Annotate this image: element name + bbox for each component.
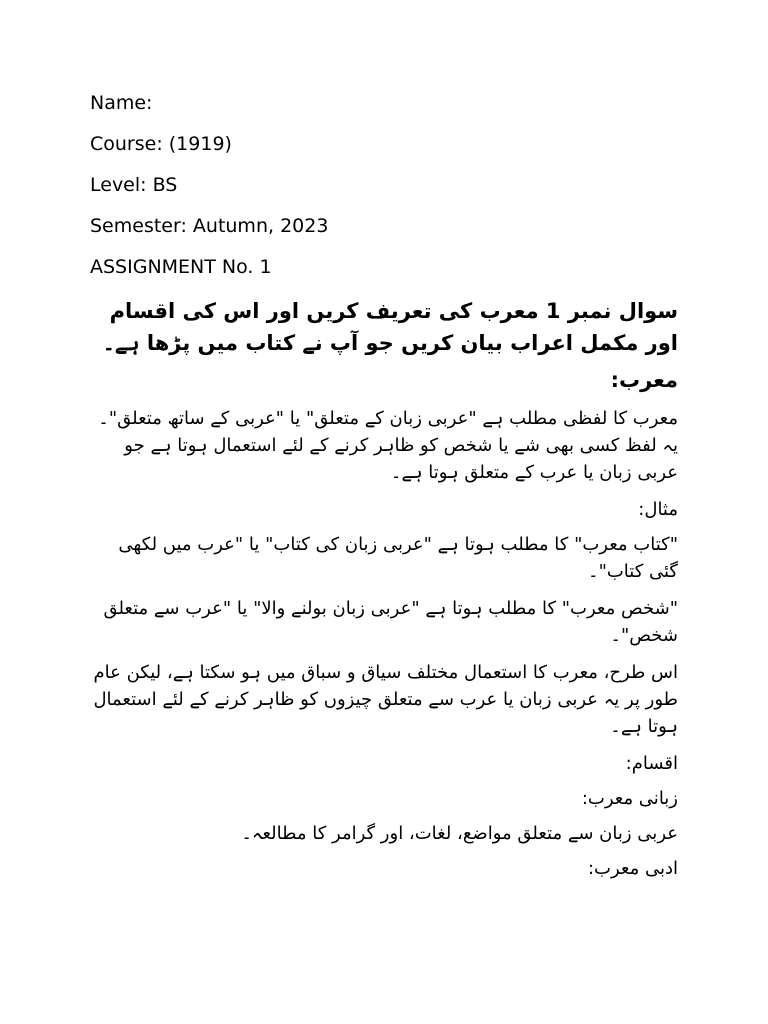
level-line: Level: BS xyxy=(90,174,178,196)
course-line: Course: (1919) xyxy=(90,133,232,155)
example-paragraph-2: "شخص معرب" کا مطلب ہوتا ہے "عربی زبان بولنے والا" یا "عرب سے متعلق شخص"۔ xyxy=(103,598,678,646)
definition-paragraph: معرب کا لفظی مطلب ہے "عربی زبان کے متعلق" یا "عربی کے ساتھ متعلق"۔ یہ لفظ کسی بھی شے یا شخص کو ظاہر کرنے کے لئے استعمال ہوتا ہے جو عربی زبان یا عرب کے متعلق ہوتا ہے۔ xyxy=(98,408,678,483)
type-1-label: زبانی معرب: xyxy=(581,788,678,809)
name-line: Name: xyxy=(90,92,153,114)
example-label: مثال: xyxy=(638,499,678,520)
type-1-description: عربی زبان سے متعلق مواضع، لغات، اور گرامر کا مطالعہ۔ xyxy=(241,823,678,844)
type-2-label: ادبی معرب: xyxy=(587,858,678,879)
semester-line: Semester: Autumn, 2023 xyxy=(90,215,329,237)
section-heading: معرب: xyxy=(610,368,678,392)
conclusion-paragraph: اس طرح، معرب کا استعمال مختلف سیاق و سباق میں ہو سکتا ہے، لیکن عام طور پر یہ عربی زبان یا عرب سے متعلق چیزوں کو ظاہر کرنے کے لئے استعمال ہوتا ہے۔ xyxy=(93,662,678,737)
types-label: اقسام: xyxy=(625,753,678,774)
example-paragraph-1: "کتاب معرب" کا مطلب ہوتا ہے "عربی زبان کی کتاب" یا "عرب میں لکھی گئی کتاب"۔ xyxy=(118,534,678,582)
document-page xyxy=(90,90,678,890)
assignment-title: ASSIGNMENT No. 1 xyxy=(90,256,272,278)
question-heading: سوال نمبر 1 معرب کی تعریف کریں اور اس کی اقسام اور مکمل اعراب بیان کریں جو آپ نے کتاب میں پڑھا ہے۔ xyxy=(102,299,678,355)
